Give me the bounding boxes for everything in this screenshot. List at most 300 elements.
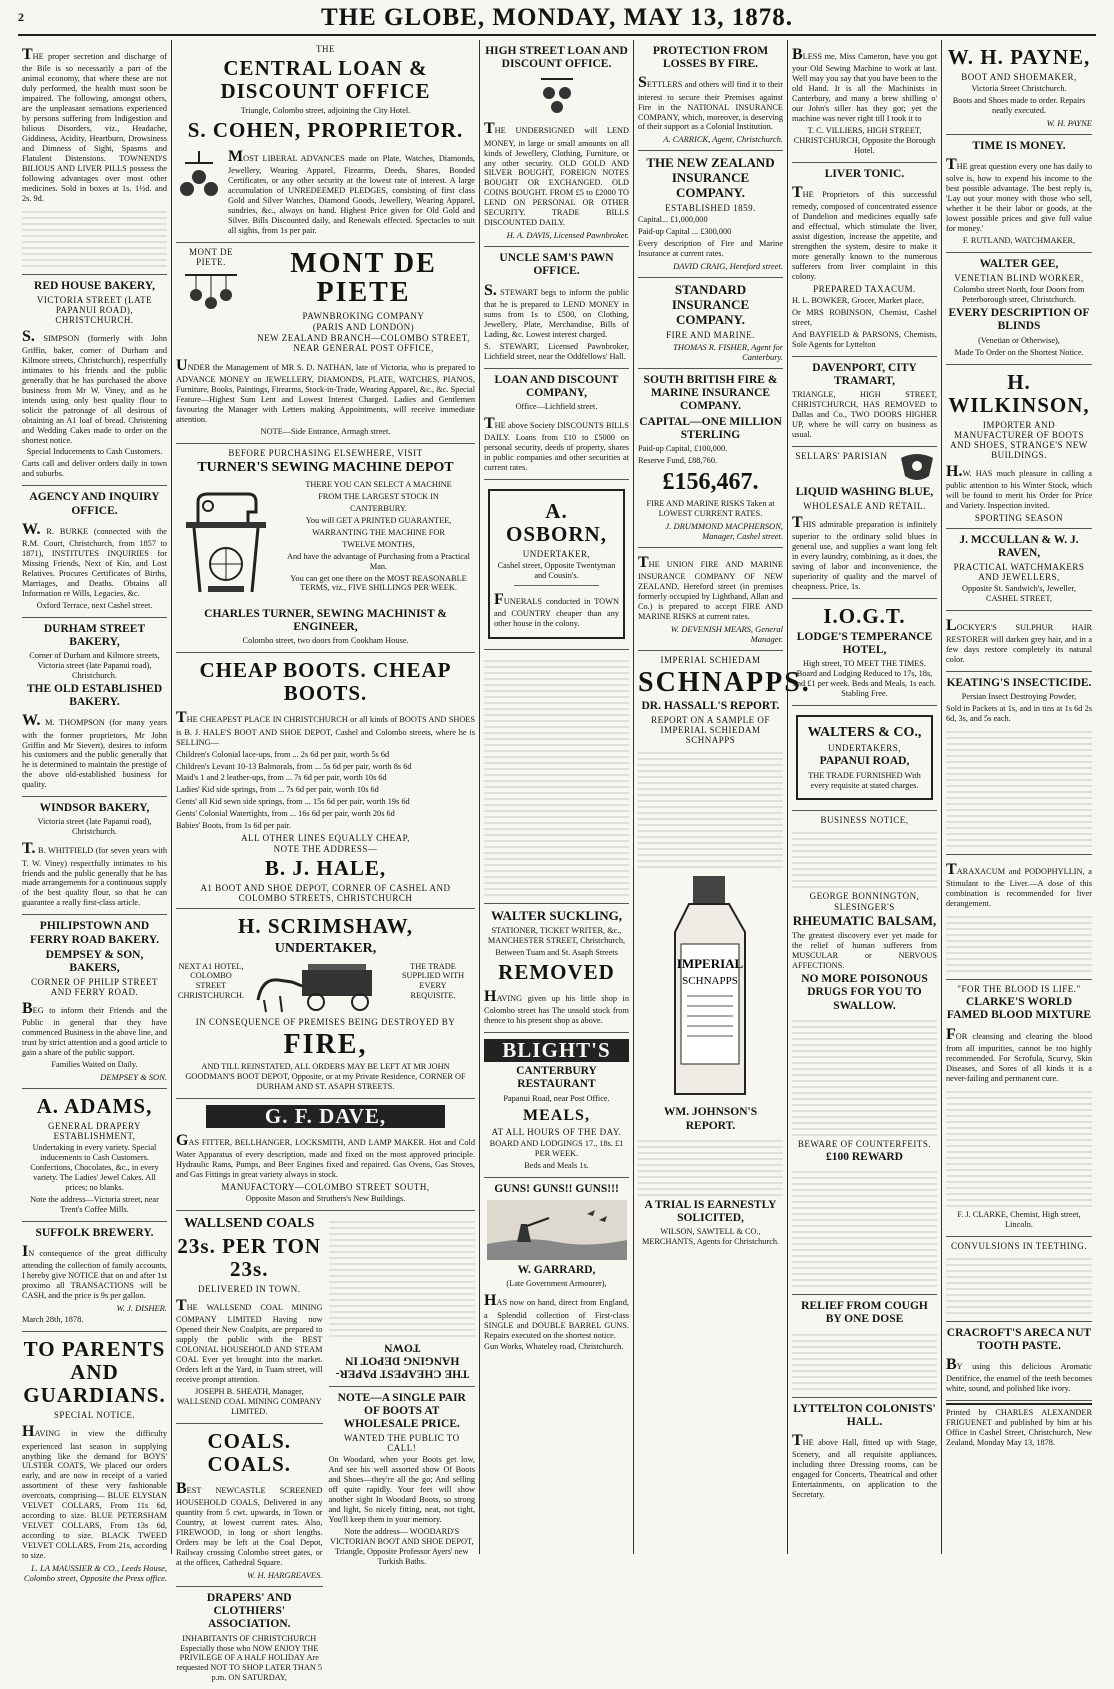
nz-capital: Capital... £1,000,000 — [638, 215, 708, 225]
tramart-text: TRIANGLE, HIGH STREET, CHRISTCHURCH, HAS REMOVED to Dallas and Co., TWO DOORS HIGHER UP, where he will carry on business as usual. — [792, 390, 937, 439]
turner-address: Colombo street, two doors from Cookham House. — [242, 636, 409, 646]
ad-payne — [946, 40, 1092, 135]
column-4 — [480, 40, 634, 1554]
ad-south-british — [638, 369, 783, 548]
wallsend-delivered: DELIVERED IN TOWN. — [198, 1284, 301, 1295]
blinds-sub: (Venetian or Otherwise), — [978, 335, 1060, 345]
wilkinson-text: H.W. HAS much pleasure in calling a public attention to his Winter Stock, which will be found to merit his Order for Price and Variety. Inspection invited. — [946, 462, 1092, 510]
garrard-title: W. GARRARD, — [517, 1264, 596, 1277]
turner-line7: And have the advantage of Purchasing from a Practical Man. — [287, 551, 470, 571]
business-notice: BUSINESS NOTICE, — [820, 815, 909, 826]
walters-sub: UNDERTAKERS, — [828, 743, 901, 754]
sb-title: SOUTH BRITISH FIRE & MARINE INSURANCE COMPANY. — [643, 373, 778, 413]
faded-text-block — [792, 1167, 937, 1287]
suckling-address: Between Tuam and St. Asaph Streets — [495, 947, 618, 957]
faded-text-block — [22, 207, 167, 267]
adams-address: Note the address—Victoria street, near Trent's Coffee Mills. — [30, 1195, 159, 1214]
no-more-text: NO MORE POISONOUS DRUGS FOR YOU TO SWALLOW. — [801, 973, 928, 1012]
blood-sub: CLARKE'S WORLD FAMED BLOOD MIXTURE — [946, 996, 1092, 1022]
craig-signature: DAVID CRAIG, Hereford street. — [673, 261, 783, 272]
turner-line3: CANTERBURY. — [350, 503, 407, 513]
osborn-sub: UNDERTAKER, — [522, 549, 591, 560]
removed-title: REMOVED — [498, 959, 615, 984]
scrimshaw-right: THE TRADE SUPPLIED WITH EVERY REQUISITE. — [401, 961, 465, 1001]
dave-text: GAS FITTER, BELLHANGER, LOCKSMITH, AND LAMP MAKER. Hot and Cold Water Apparatus of every description, made and fixed on the most approved principle. Hydraulic Rams, Pumps, and Beer Engines fixed and repaired. Gas Ovens, Gas Stoves, and Gas Fittings in great variety always in stock. — [176, 1131, 475, 1179]
ad-sellars — [792, 447, 937, 599]
suffolk-text: IN consequence of the great difficulty attending the collection of family accounts, I hereby give NOTICE that on and after 1st proximo all TRANSACTIONS will be CASH, and the price is 9s per gallon. — [22, 1243, 167, 1301]
suckling-sub: STATIONER, TICKET WRITER, &c., MANCHESTER STREET, Christchurch, — [487, 926, 626, 946]
nz-established: ESTABLISHED 1859. — [665, 203, 756, 214]
ad-agency — [22, 486, 167, 617]
cohen-title: CENTRAL LOAN & DISCOUNT OFFICE — [220, 56, 431, 104]
faded-text-block — [946, 1087, 1092, 1207]
nz-paid: Paid-up Capital ... £300,000 — [638, 227, 732, 237]
dempsey-title: DEMPSEY & SON, BAKERS, — [45, 948, 144, 974]
ad-raven — [946, 529, 1092, 611]
union-text: THE UNION FIRE AND MARINE INSURANCE COMPANY OF NEW ZEALAND, Hereford street (in premises formerly occupied by Lightband, Allan and Co.) is prepared to accept FIRE AND MARINE RISKS at current rates. — [638, 553, 783, 621]
davenport-title: DAVENPORT, CITY TRAMART, — [812, 361, 917, 387]
ad-wallsend — [176, 1211, 323, 1424]
drapers-text: INHABITANTS OF CHRISTCHURCH Especially those who NOW ENJOY THE PRIVILEGE OF A HALF HOLIDAY Are requested NOT TO SHOP LATER THAN 5 p.m. ON SATURDAY, — [176, 1633, 323, 1683]
std-signature: THOMAS R. FISHER, Agent for Canterbury. — [673, 341, 783, 362]
pawn-balls-icon — [537, 75, 577, 115]
gee-address: Colombo street North, four Doors from Peterborough street, Christchurch. — [953, 285, 1085, 305]
gee-title: WALTER GEE, — [979, 258, 1059, 271]
agency-text: W. R. BURKE (connected with the R.M. Court, Christchurch, from 1857 to 1871), INSTITUTES INQUIRIES for Missing Friends, Next of Kin, and Lost Relatives. Procures Certificates of Births, Marriages, and Deaths. Obtains all Information re Wills, Legacies, &c. — [22, 520, 167, 598]
sb-reserve: Reserve Fund, £88,760. — [638, 455, 718, 465]
osborn-address: Cashel street, Opposite Twentyman and Cousin's. — [497, 561, 616, 581]
ad-durham — [22, 618, 167, 798]
drapers-title: DRAPERS' AND CLOTHIERS' ASSOCIATION. — [206, 1591, 292, 1631]
blinds-text: Made To Order on the Shortest Notice. — [954, 347, 1084, 357]
liquid-text: THIS admirable preparation is infinitely superior to the ordinary solid blues in general use, and supplies a want long felt in every laundry, combining, as it does, the saving of labor and inconvenience, the superiority of quality and the marvel of cheapness. Price, 1s. — [792, 513, 937, 591]
payne-sub: BOOT AND SHOEMAKER, — [961, 72, 1077, 83]
faded-text-block — [484, 656, 629, 896]
pawn-sign-icon — [181, 271, 241, 315]
parents-sub: SPECIAL NOTICE. — [53, 1410, 136, 1421]
schnapps-title: SCHNAPPS. — [638, 666, 811, 698]
boots-item: Ladies' Kid side springs, from ... 7s 6d per pair, worth 10s 6d — [176, 785, 379, 795]
ad-dempsey — [22, 915, 167, 1089]
scrimshaw-left: NEXT A1 HOTEL, COLOMBO STREET CHRISTCHURCH. — [177, 961, 245, 1001]
osborn-text: FUNERALS conducted in TOWN and COUNTRY cheaper than any other house in the colony. — [494, 591, 619, 629]
hs-signature: H. A. DAVIS, Licensed Pawnbroker. — [506, 230, 629, 241]
ad-convulsions — [946, 1237, 1092, 1322]
windsor-text: T. B. WHITFIELD (for seven years with T. W. Viney) respectfully intimates to his friends and the public generally that he has made arrangements for a continuous supply of the best quality flour, so that he can guarantee a really first-class article. — [22, 840, 167, 908]
payne-address: Victoria Street Christchurch. — [971, 84, 1067, 94]
dempsey-text: BEG to inform their Friends and the Public in general that they have commenced Business in the above line, and trust by strict attention and a good article to gain a share of the public support. — [22, 1000, 167, 1058]
turner-line4: You will GET A PRINTED GUARANTEE, — [305, 515, 452, 525]
piete-title: MONT DE PIETE — [290, 248, 437, 309]
old-bakery-title: THE OLD ESTABLISHED BAKERY. — [26, 682, 163, 709]
schnapps-bottle-icon — [641, 872, 781, 1102]
cracroft-text: BY using this delicious Aromatic Dentifrice, the enamel of the teeth becomes white, sound, and polished like ivory. — [946, 1356, 1092, 1394]
piete-note: NOTE—Side Entrance, Armagh street. — [260, 426, 391, 436]
bowker-text: H. L. BOWKER, Grocer, Market place, — [792, 295, 924, 305]
johnson-title: WM. JOHNSON'S REPORT. — [663, 1106, 758, 1132]
rheumatic-sub: SLESINGER'S — [834, 902, 895, 913]
iogt-title: I.O.G.T. — [823, 603, 906, 628]
column-1 — [18, 40, 172, 1584]
ad-keatings — [946, 672, 1092, 855]
boot-ads-column — [329, 1211, 476, 1689]
note-text: On Woodard, when your Boots get low, And see his well assorted show Of Boots and Shoes—they're all the go; And selling off quite rapidly. Your feet will show another sight In Woodard Boots, so strong and light, So nicely fitting, neat, not tight, You'll keep them in your memory. — [328, 1455, 475, 1524]
wilson-signature: WILSON, SAWTELL & CO., MERCHANTS, Agents for Christchurch. — [641, 1227, 780, 1247]
phil-title: PHILIPSTOWN AND FERRY ROAD BAKERY. — [29, 920, 159, 946]
masthead-title: THE GLOBE, MONDAY, MAY 13, 1878. — [320, 4, 794, 31]
ad-iogt — [792, 599, 937, 706]
shooting-scene-icon — [487, 1200, 627, 1260]
fire-pre: IN CONSEQUENCE OF PREMISES BEING DESTROYED BY — [195, 1016, 456, 1027]
taraxacum-title: PREPARED TAXACUM. — [813, 283, 916, 294]
adams-sub: GENERAL DRAPERY ESTABLISHMENT, — [48, 1121, 141, 1142]
ad-coals — [176, 1424, 323, 1587]
boots-item: Children's Colonial lace-ups, from ... 2s 6d per pair, worth 5s 6d — [176, 749, 390, 759]
beds-text: Beds and Meals 1s. — [524, 1161, 589, 1171]
agency-title: AGENCY AND INQUIRY OFFICE. — [29, 491, 160, 517]
ad-dave — [176, 1099, 475, 1211]
iogt-sub: LODGE'S TEMPERANCE HOTEL, — [796, 630, 933, 657]
suckling-title: WALTER SUCKLING, — [490, 908, 622, 924]
old-bakery-text: W. M. THOMPSON (for many years with the former proprietors, Mr John Griffin and Mr Sievert), desires to inform his customers and the public generally that he is determined to maintain the prestige of the above old-established business for quality. — [22, 712, 167, 790]
faded-text-block — [946, 912, 1092, 972]
garrard-text: HAS now on hand, direct from England, a Splendid collection of First-class SINGLE and DOUBLE BARREL GUNS. Repairs executed on the shortest notice. — [484, 1292, 629, 1340]
raven-title: J. MCCULLAN & W. J. RAVEN, — [959, 533, 1079, 559]
rutland-name: F. RUTLAND, WATCHMAKER, — [962, 236, 1076, 246]
hale-title: B. J. HALE, — [264, 856, 387, 881]
faded-text-block — [638, 748, 783, 868]
boots-note: NOTE THE ADDRESS— — [273, 844, 378, 855]
column-6 — [788, 40, 942, 1554]
families-text: Families Waited on Daily. — [51, 1060, 138, 1070]
piete-sub1: PAWNBROKING COMPANY — [302, 310, 425, 321]
payne-signature: W. H. PAYNE — [1046, 117, 1092, 128]
ad-walter-gee — [946, 253, 1092, 364]
fire-title: FIRE, — [283, 1028, 368, 1060]
bonnington-name: GEORGE BONNINGTON, — [809, 891, 920, 902]
keatings-sub: Persian Insect Destroying Powder, — [961, 692, 1077, 702]
ad-standard — [638, 278, 783, 369]
woodard-note: Note the address— WOODARD'S VICTORIAN BOOT AND SHOE DEPOT, Triangle, Opposite Professor Ayers' new Turkish Baths. — [329, 1526, 474, 1566]
meals-sub: AT ALL HOURS OF THE DAY. — [491, 1127, 622, 1138]
faded-text-block — [792, 1016, 937, 1136]
cheapest-title: THE CHEAPEST PAPER-HANGING DEPOT IN TOWN — [335, 1341, 469, 1380]
red-house-title: RED HOUSE BAKERY, — [34, 279, 155, 292]
blight-address: Papanui Road, near Post Office. — [503, 1093, 610, 1103]
note-sub: WANTED THE PUBLIC TO CALL! — [343, 1433, 460, 1454]
pills-text: THE proper secretion and discharge of the Bile is so necessarily a part of the animal economy, that where these are not duly performed, the health must soon be impaired. The following, amongst others, are the unpleasant sensations experienced by persons suffering from Indigestion and bilious Disorders, viz., Headache, Giddiness, Acidity, Heartburn, Drowsiness and Dimness of Sight, Spasms and Flatulent Distensions. TOWNEND'S BILIOUS AND LIVER PILLS possess the following advantages over most other medicines. Sold in boxes at 1s. 1½d. and 2s. 9d. — [22, 46, 167, 203]
uncle-signature: S. STEWART, Licensed Pawnbroker, Lichfield street, near the Oddfellows' Hall. — [484, 341, 629, 361]
ad-drapers — [176, 1587, 323, 1689]
ad-scrimshaw — [176, 909, 475, 1098]
garrard-sub: (Late Government Armourer), — [506, 1279, 607, 1289]
ad-suffolk — [22, 1222, 167, 1332]
red-house-address: VICTORIA STREET (LATE PAPANUI ROAD), CHRISTCHURCH. — [36, 294, 153, 325]
ad-protection — [638, 40, 783, 151]
ad-time-money — [946, 135, 1092, 253]
ad-high-street-loan — [484, 40, 629, 247]
sellars-title: SELLARS' PARISIAN — [795, 450, 888, 461]
boots-item: Gents' Colonial Watertights, from ... 16s 6d per pair, worth 20s 6d — [176, 809, 395, 819]
suffolk-date: March 28th, 1878. — [22, 1315, 84, 1325]
scrimshaw-sub: UNDERTAKER, — [274, 941, 377, 957]
sb-capital: CAPITAL—ONE MILLION STERLING — [639, 415, 782, 441]
guns-title: GUNS! GUNS!! GUNS!!! — [494, 1183, 619, 1196]
ad-nz-insurance — [638, 151, 783, 278]
ad-villiers — [792, 40, 937, 163]
sporting-title: SPORTING SEASON — [974, 512, 1064, 523]
keatings-title: KEATING'S INSECTICIDE. — [946, 677, 1092, 690]
ad-wilkinson — [946, 365, 1092, 529]
osborn-title: A. OSBORN, — [506, 498, 607, 547]
windsor-address: Victoria street (late Papanui road), Christchurch. — [37, 817, 152, 837]
adams-title: A. ADAMS, — [36, 1094, 153, 1119]
wallsend-title: WALLSEND COALS — [184, 1215, 315, 1231]
blood-title: "FOR THE BLOOD IS LIFE." — [957, 984, 1081, 995]
boots-item: Gents' all Kid sewn side springs, from ... 15s 6d per pair, worth 19s 6d — [176, 797, 410, 807]
beware-text: BEWARE OF COUNTERFEITS. — [797, 1138, 932, 1149]
reward-text: £100 REWARD — [826, 1150, 903, 1163]
masthead — [18, 4, 1096, 36]
coals-text: BEST NEWCASTLE SCREENED HOUSEHOLD COALS, Delivered in any quantity from 5 cwt. upwards, in Town or Country, at lowest current rates. Also, FIREWOOD, in long or short lengths. Orders may be left at the Coal Depot, Railway crossing Colombo street gates, or at the offices, Cathedral Square. — [176, 1480, 323, 1567]
trial-text: A TRIAL IS EARNESTLY SOLICITED, — [644, 1198, 777, 1224]
keatings-text: Sold in Packets at 1s, and in tins at 1s 6d 2s 6d, 3s, and 5s each. — [946, 704, 1092, 724]
ad-cough — [792, 1295, 937, 1397]
sb-signature: J. DRUMMOND MACPHERSON, Manager, Cashel street. — [665, 520, 783, 541]
boots-title: CHEAP BOOTS. CHEAP BOOTS. — [199, 658, 452, 706]
page-number: 2 — [18, 10, 24, 24]
hale-address: A1 BOOT AND SHOE DEPOT, CORNER OF CASHEL AND COLOMBO STREETS, CHRISTCHURCH — [200, 883, 451, 904]
faded-text-block — [946, 1254, 1092, 1314]
meals-title: MEALS, — [523, 1106, 590, 1124]
ad-uncle-sam — [484, 247, 629, 368]
blight-sub: CANTERBURY RESTAURANT — [516, 1065, 597, 1091]
coals-signature: W. H. HARGREAVES. — [246, 1569, 323, 1580]
raven-address: Opposite St. Sandwich's, Jeweller, CASHEL STREET, — [961, 584, 1077, 604]
ad-osborn — [484, 480, 629, 650]
piete-sub3: NEW ZEALAND BRANCH—COLOMBO STREET, NEAR GENERAL POST OFFICE, — [257, 332, 470, 353]
imprint: Printed by CHARLES ALEXANDER FRIGUENET and published by him at his Office in Cashel Street, Christchurch, New Zealand, Monday May 13, 1878. — [946, 1403, 1092, 1448]
payne-text: Boots and Shoes made to order. Repairs neatly executed. — [952, 96, 1086, 115]
ad-cohen — [176, 40, 475, 243]
ad-cracroft — [946, 1322, 1092, 1402]
taraxacum-text: TARAXACUM and PODOPHYLLIN, a Stimulant to the Liver.—A dose of this combination is recommended for liver derangement. — [946, 861, 1092, 909]
cohen-text: MOST LIBERAL ADVANCES made on Plate, Watches, Diamonds, Jewellery, Wearing Apparel, Firearms, Deeds, Shares, Bonded Certificates, or any other security at the lowest rate of interest. A large accumulation of UNREDEEMED PLEDGES, consisting of first class Gold and Silver Watches, Diamond Goods, Jewellery, Wearing Apparel, sundries, &c., always on hand. Highest Price given for Old Gold and Silver. Bills Discounted daily, and Renewals effected. Spectacles to suit all sights, from 1s per pair. — [228, 148, 475, 236]
villiers-text: BLESS me, Miss Cameron, have you got your Old Sewing Machine to work at last. Well may you say that you have been to the old Hand. It is all the Machinists in Canterbury, and many a brew shilling o' our John's siller has they got; yet the machine was never right till I took it to — [792, 46, 937, 123]
carts-text: Carts call and deliver orders daily in town and suburbs. — [22, 459, 167, 479]
hearse-icon — [252, 960, 392, 1016]
cohen-proprietor: S. COHEN, PROPRIETOR. — [187, 118, 464, 143]
ad-liver-tonic — [792, 163, 937, 357]
coals-title: COALS. COALS. — [207, 1428, 292, 1476]
osborn-box — [488, 489, 625, 639]
ad-cheapest-paper — [329, 1211, 476, 1387]
schnapps-sub: IMPERIAL SCHIEDAM — [660, 654, 761, 665]
wallsend-price: 23s. PER TON 23s. — [177, 1233, 322, 1282]
ad-windsor — [22, 797, 167, 915]
durham-address: Corner of Durham and Kilmore streets, Victoria street (late Papanui road), Christchurch. — [29, 651, 160, 680]
hassall-title: DR. HASSALL'S REPORT. — [641, 700, 780, 713]
turner-title: TURNER'S SEWING MACHINE DEPOT — [197, 459, 454, 475]
piete-sub2: (PARIS AND LONDON) — [312, 321, 415, 332]
walters-text: THE TRADE FURNISHED With every requisite at stated charges. — [808, 770, 921, 790]
simpson-text: S. SIMPSON (formerly with John Griffin, baker, corner of Durham and Kilmore streets, Christchurch), respectfully intimates to his friends and the public generally that he has purchased the above business from Mr W. Viney, and as he intends using only best quality flour to solicit the patronage of all desirous of obtaining an A1 loaf of bread. Christening and Wedding Cakes made to order on the shortest notice. — [22, 327, 167, 445]
turner-line2: FROM THE LARGEST STOCK IN — [318, 491, 439, 501]
ad-woodard — [329, 1387, 476, 1573]
rheumatic-title: RHEUMATIC BALSAM, — [792, 913, 937, 929]
ad-lyttelton — [792, 1398, 937, 1506]
ad-walters — [792, 706, 937, 811]
turner-line8: You can get one there on the MOST REASONABLE TERMS, viz., FIVE SHILLINGS PER WEEK. — [290, 573, 467, 593]
garrard-address: Gun Works, Whateley road, Christchurch. — [484, 1342, 624, 1352]
nz-text: Every description of Fire and Marine Insurance at current rates. — [638, 239, 783, 259]
sb-money: £156,467. — [662, 468, 759, 495]
nz-title: THE NEW ZEALAND INSURANCE COMPANY. — [646, 155, 775, 201]
dave-title: G. F. DAVE, — [206, 1105, 445, 1128]
ad-union — [638, 548, 783, 651]
time-text: THE great question every one has daily to solve is, how to expend his income to the best possible advantage. The best reply is, 'Lay out your money with those who sell, whether it be their labor or goods, at the lowest possible prices and give full value for money.' — [946, 156, 1092, 234]
ad-garrard — [484, 1178, 629, 1358]
column-5 — [634, 40, 811, 1554]
scrimshaw-title: H. SCRIMSHAW, — [237, 914, 413, 939]
ad-cheap-boots — [176, 653, 475, 909]
robinson-text: Or MRS ROBINSON, Chemist, Cashel street, — [792, 307, 937, 327]
ad-parents — [22, 1332, 167, 1589]
boots-price-list — [176, 750, 475, 832]
columns — [18, 40, 1096, 1683]
union-signature: W. DEVENISH MEARS, General Manager. — [670, 623, 783, 644]
turner-line5: WARRANTING THE MACHINE FOR — [312, 527, 445, 537]
payne-title: W. H. PAYNE, — [947, 45, 1091, 69]
uncle-text: S. STEWART begs to inform the public that he is prepared to LEND MONEY in sums from 1s to £500, on Clothing, Jewellery, Plate, Merchandise, Bills of Lading, &c. Lowest interest charged. — [484, 281, 629, 339]
boots-text: THE CHEAPEST PLACE IN CHRISTCHURCH or all kinds of BOOTS AND SHOES is B. J. HALE'S BOOT AND SHOE DEPOT, Cashel and Colombo streets, where he is SELLING— — [176, 709, 475, 747]
villiers-signature: T. C. VILLIERS, HIGH STREET, CHRISTCHURCH, Opposite the Borough Hotel. — [793, 125, 936, 155]
blood-text: FOR cleansing and clearing the blood from all impurities, cannot be too highly recommended. For Scrofula, Scurvy, Skin Diseases, and Sores of all kinds it is a never-failing and permanent cure. — [946, 1025, 1092, 1083]
faded-text-block — [792, 1330, 937, 1390]
prot-text: SETTLERS and others will find it to their interest to secure their Premises against Fire in the NATIONAL INSURANCE COMPANY, which, moreover, is deserving of their support as a Colonial Institution. — [638, 74, 783, 132]
uncle-title: UNCLE SAM'S PAWN OFFICE. — [499, 252, 614, 278]
walters-box — [796, 715, 933, 800]
column-2-3 — [172, 40, 480, 1683]
dempsey-signature: DEMPSEY & SON. — [100, 1072, 167, 1083]
hs-title: HIGH STREET LOAN AND DISCOUNT OFFICE. — [485, 45, 628, 71]
turner-pre: BEFORE PURCHASING ELSEWHERE, VISIT — [228, 447, 423, 458]
wilkinson-title: H. WILKINSON, — [948, 369, 1090, 417]
cohen-pre: THE — [316, 44, 335, 54]
faded-text-block — [792, 828, 937, 888]
ad-tramart — [792, 357, 937, 447]
std-title: STANDARD INSURANCE COMPANY. — [671, 282, 750, 327]
ad-clarke — [946, 980, 1092, 1236]
ad-lockyer — [946, 611, 1092, 672]
ad-blight — [484, 1033, 629, 1178]
suffolk-signature: W. J. DISHER. — [116, 1303, 167, 1314]
prot-title: PROTECTION FROM LOSSES BY FIRE. — [652, 45, 769, 71]
lyttelton-text: THE above Hall, fitted up with Stage, Scenery, and all requisite appliances, including three Dressing rooms, can be engaged for Concerts, Theatrical and other Entertainments, on application to the Secretary. — [792, 1431, 937, 1499]
ad-optician — [484, 650, 629, 904]
inverted-text-block — [329, 1217, 476, 1337]
wallsend-text: THE WALLSEND COAL MINING COMPANY LIMITED Having now Opened their New Coalpits, are prepared to supply the public with the BEST COLONIAL HOUSEHOLD AND STEAM COAL Ever yet brought into the market. Orders left at the Yard, in Tuam street, will receive prompt attention. — [176, 1297, 323, 1385]
parents-text: HAVING in view the difficulty experienced last season in supplying anything like the demand for BOYS' ULSTER COATS, We placed our orders early, and are now in receipt of a varied assortment of these very fashionable overcoats, comprising— BLUE ELYSIAN VELVET COLLARS, From 11s 6d, according to size. BLUE PETERSHAM VELVET COLLARS, From 13s 6d, according to size. BLACK TWEED VELVET COLLARS, From 21s, according to size. — [22, 1423, 167, 1561]
lockyer-text: LOCKYER'S SULPHUR HAIR RESTORER will darken grey hair, and in a few days restore completely its natural color. — [946, 617, 1092, 665]
bayfield-text: And BAYFIELD & PARSONS, Chemists, Sole Agents for Lyttelton — [792, 329, 937, 349]
column-7 — [942, 40, 1096, 1554]
durham-title: DURHAM STREET BAKERY, — [43, 622, 146, 648]
boots-item: Children's Levant 10-13 Balmorals, from ... 5s 6d per pair, worth 8s 6d — [176, 761, 412, 771]
board-text: BOARD AND LODGINGS 17., 18s. £1 PER WEEK. — [489, 1139, 624, 1159]
adams-text: Undertaking in every variety. Special inducements to Cash Customers. Confections, Chocolates, &c., in every variety. The Ladies' Jewel Cakes. All prices; no blanks. — [30, 1143, 159, 1193]
windsor-title: WINDSOR BAKERY, — [39, 802, 150, 815]
iogt-text: High street, TO MEET THE TIMES. Board and Lodging Reduced to 17s, 18s, and £1 per week. Beds and Meals, 1s each. Stabling Free. — [793, 659, 936, 699]
parents-signature: L. LA MAUSSIER & CO., Leeds House, Colombo street, Opposite the Press office. — [23, 1563, 167, 1584]
ad-taraxacum — [946, 855, 1092, 980]
ad-loan-discount — [484, 369, 629, 480]
ad-rheumatic — [792, 811, 937, 1295]
ldc-title: LOAN AND DISCOUNT COMPANY, — [494, 373, 619, 399]
agency-address: Oxford Terrace, next Cashel street. — [36, 600, 153, 610]
ad-suckling — [484, 904, 629, 1033]
turner-signature: CHARLES TURNER, SEWING MACHINIST & ENGINEER, — [204, 607, 447, 634]
piete-label: MONT DE PIETE. — [188, 247, 234, 268]
boots-other: ALL OTHER LINES EQUALLY CHEAP, — [241, 833, 410, 844]
bottom-split — [176, 1211, 475, 1689]
turner-line6: TWELVE MONTHS, — [342, 539, 415, 549]
sb-rates: FIRE AND MARINE RISKS Taken at LOWEST CURRENT RATES. — [646, 498, 775, 518]
dave-sub: MANUFACTORY—COLOMBO STREET SOUTH, — [221, 1181, 430, 1192]
ad-red-house — [22, 275, 167, 487]
cracroft-title: CRACROFT'S ARECA NUT TOOTH PASTE. — [946, 1326, 1092, 1352]
raven-sub: PRACTICAL WATCHMAKERS AND JEWELLERS, — [953, 562, 1085, 583]
suffolk-title: SUFFOLK BREWERY. — [35, 1226, 154, 1239]
special-text: Special Inducements to Cash Customers. — [26, 447, 163, 457]
sewing-machine-icon — [178, 482, 274, 602]
ad-pills — [22, 40, 167, 275]
pawn-balls-icon — [177, 149, 221, 199]
cohen-address: Triangle, Colombo street, adjoining the City Hotel. — [240, 106, 411, 116]
wallsend-signature: JOSEPH B. SHEATH, Manager, WALLSEND COAL MINING COMPANY LIMITED. — [176, 1386, 322, 1416]
time-title: TIME IS MONEY. — [972, 139, 1066, 152]
walters-address: PAPANUI ROAD, — [819, 755, 910, 768]
sb-paid: Paid-up Capital, £100,000. — [638, 443, 728, 453]
blight-title: BLIGHT'S — [484, 1039, 629, 1062]
hs-text: THE UNDERSIGNED will LEND MONEY, in large or small amounts on all kinds of Jewellery, Clothing, Furniture, or any other security. OLD GOLD AND SILVER BOUGHT, FOREIGN NOTES BOUGHT OR EXCHANGED. OLD COINS BOUGHT. FROM £5 to £2000 TO LEND ON PERSONAL OR OTHER SECURITY. TRADE BILLS DISCOUNTED DAILY. — [484, 120, 629, 228]
ldc-text: THE above Society DISCOUNTS BILLS DAILY. Loans from £10 to £5000 on personal security, deeds of property, shares in public companies and other securities at current rates. — [484, 414, 629, 472]
convulsions-title: CONVULSIONS IN TEETHING. — [950, 1240, 1088, 1251]
piete-text: UNDER the Management of MR S. D. NATHAN, late of Victoria, who is prepared to ADVANCE MONEY on JEWELLERY, DIAMONDS, PLATE, WATCHES, PIANOS, Furniture, Books, Paintings, Firearms, Stock-in-Trade, Wearing Apparel, &c., &c. Special Feature—Highest Sum Lent and Lowest Interest Charged. Ladies and Gentlemen favouring the Manager with Letters making Appointments, will receive immediate attention. — [176, 356, 475, 424]
dave-address: Opposite Mason and Struthers's New Buildings. — [245, 1193, 406, 1203]
crest-icon — [897, 450, 937, 484]
faded-text-block — [638, 1136, 783, 1196]
boots-item: Maid's 1 and 2 leather-ups, from ... 7s 6d per pair, worth 10s 6d — [176, 773, 387, 783]
ad-schnapps — [638, 651, 811, 1253]
svg-text:SCHNAPPS: SCHNAPPS — [681, 975, 738, 988]
ad-mont-de-piete — [176, 243, 475, 444]
wilkinson-sub: IMPORTER AND MANUFACTURER OF BOOTS AND SHOES, STRANGE'S NEW BUILDINGS. — [950, 419, 1088, 460]
liver-title: LIVER TONIC. — [824, 167, 905, 180]
dempsey-address: CORNER OF PHILIP STREET AND FERRY ROAD. — [31, 977, 158, 998]
boots-item: Babies' Boots, from 1s 6d per pair. — [176, 821, 291, 831]
removed-text: HAVING given up his little shop in Colombo street has The unsold stock from thence to his present shop as above. — [484, 988, 629, 1026]
note-title: NOTE—A SINGLE PAIR OF BOOTS AT WHOLESALE PRICE. — [337, 1391, 466, 1430]
fire-text: AND TILL REINSTATED, ALL ORDERS MAY BE LEFT AT MR JOHN GOODMAN'S BOOT DEPOT, Opposite, or at my Private Residence, CORNER OF DURHAM AND ST. ASAPH STREETS. — [185, 1061, 466, 1091]
report-title: REPORT ON A SAMPLE OF IMPERIAL SCHIEDAM SCHNAPPS — [651, 715, 770, 746]
gee-sub: VENETIAN BLIND WORKER, — [954, 273, 1084, 284]
relief-title: RELIEF FROM COUGH BY ONE DOSE — [801, 1300, 928, 1326]
liquid-sub: WHOLESALE AND RETAIL. — [803, 500, 926, 511]
ldc-sub: Office—Lichfield street. — [515, 401, 598, 411]
liver-text: THE Proprietors of this successful remedy, composed of concentrated essence of Dandelion and medicines equally safe and effectual, which stimulate the liver, assist digestion, increase the appetite, and strengthen the system, desire to make it more generally known to the numerous sufferers from liver complaint in this colony. — [792, 183, 937, 281]
rheumatic-text: The greatest discovery ever yet made for the relief of human sufferers from MUSCULAR or NERVOUS AFFECTIONS. — [792, 931, 937, 971]
